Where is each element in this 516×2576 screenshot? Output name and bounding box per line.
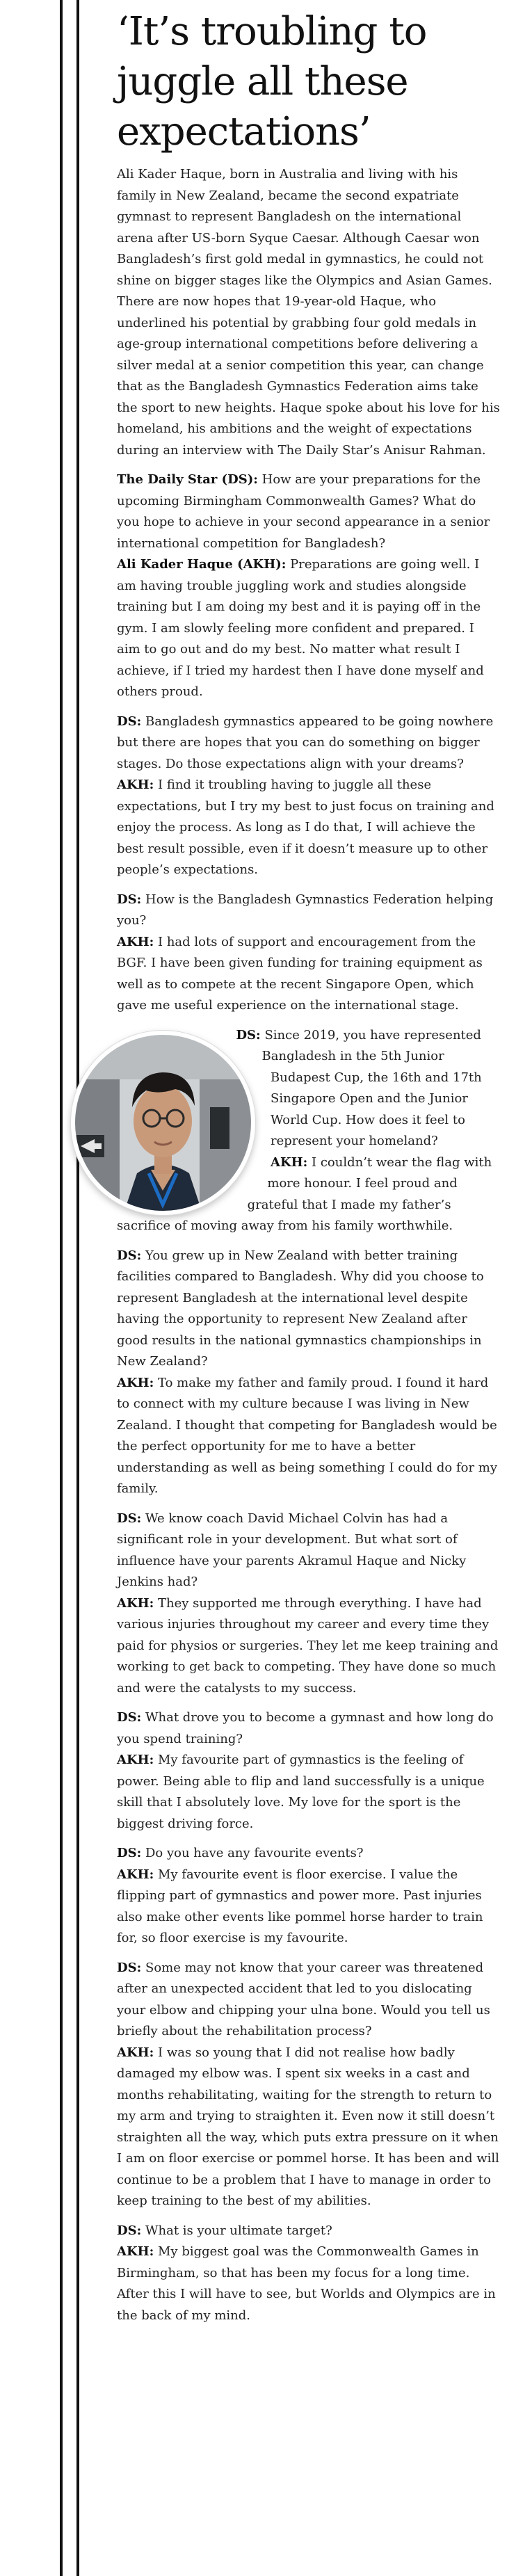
answer-label: AKH: <box>117 1867 154 1882</box>
answer-text: To make my father and family proud. I found it hard to connect with my culture because I was living in New Zealand. I thought that competing for Bangladesh would be the perfect opportunity for me to have a better understanding as well as being something I could do for my family. <box>117 1375 498 1496</box>
column-rule-right <box>76 0 79 2576</box>
question-label: DS: <box>117 1248 142 1263</box>
qa-block <box>117 1246 501 1500</box>
answer-label: AKH: <box>271 1154 308 1170</box>
headline: ‘It’s troubling to juggle all these expectations’ <box>117 9 427 154</box>
question-label: DS: <box>117 1511 142 1526</box>
qa-block <box>117 889 501 1017</box>
qa-block <box>117 1707 501 1835</box>
answer-label: AKH: <box>117 1595 154 1611</box>
intro-paragraph: Ali Kader Haque, born in Australia and living with his family in New Zealand, became the second expatriate gymnast to represent Bangladesh on the international arena after US-born Syque Caesar. Although Caesar won Bangladesh’s first gold medal in gymnastics, he could not shine on bigger stages like the Olympics and Asian Games. There are now hopes that 19-year-old Haque, who underlined his potential by grabbing four gold medals in age-group international competitions before delivering a silver medal at a senior competition this year, can change that as the Bangladesh Gymnastics Federation aims take the sport to new heights. Haque spoke about his love for his homeland, his ambitions and the weight of expectations during an interview with The Daily Star’s Anisur Rahman. <box>117 167 500 458</box>
qa-block <box>117 1508 501 1700</box>
question-label: DS: <box>117 2223 142 2238</box>
answer-text: My biggest goal was the Commonwealth Games in Birmingham, so that has been my focus for a long time. After this I will have to see, but Worlds and Olympics are in the back of my mind. <box>117 2244 496 2323</box>
qa-block <box>117 1843 501 1949</box>
question-text: What drove you to become a gymnast and how long do you spend training? <box>117 1710 494 1746</box>
athlete-portrait-illustration <box>71 1031 255 1215</box>
question-label: DS: <box>117 1846 142 1860</box>
question-text: What is your ultimate target? <box>145 2223 332 2238</box>
athlete-photo-frame <box>71 1031 255 1215</box>
answer-text: I was so young that I did not realise how badly damaged my elbow was. I spent six weeks in a cast and months rehabilitating, waiting for the strength to return to my arm and trying to straighten it. Even now it still doesn’t straighten all the way, which puts extra pressure on it when I am on floor exercise or pommel horse. It has been and will continue to be a problem that I have to manage in order to keep training to the best of my abilities. <box>117 2045 499 2208</box>
answer-text: I find it troubling having to juggle all these expectations, but I try my best to just focus on training and enjoy the process. As long as I do that, I will achieve the best result possible, even if it doesn’t measure up to other people’s expectations. <box>117 778 494 877</box>
athlete-photo <box>71 1031 255 1215</box>
question-label: DS: <box>236 1027 261 1043</box>
qa-block <box>117 469 501 703</box>
question-text: Do you have any favourite events? <box>145 1846 364 1860</box>
qa-block <box>117 1958 501 2212</box>
question-label: DS: <box>117 892 142 907</box>
answer-label: AKH: <box>117 2244 154 2259</box>
answer-label: AKH: <box>117 934 154 949</box>
photo-qa-section <box>117 1025 501 1246</box>
answer-label: Ali Kader Haque (AKH): <box>117 557 287 572</box>
question-label: DS: <box>117 1960 142 1975</box>
question-label: The Daily Star (DS): <box>117 472 258 487</box>
qa-block <box>117 711 501 881</box>
answer-label: AKH: <box>117 1753 154 1767</box>
answer-text: My favourite part of gymnastics is the feeling of power. Being able to flip and land successfully is a unique skill that I absolutely love. My love for the sport is the biggest driving force. <box>117 1753 485 1831</box>
answer-text: They supported me through everything. I have had various injuries throughout my career and every time they paid for physios or surgeries. They let me keep training and working to get back to competing. They have done so much and were the catalysts to my success. <box>117 1595 499 1696</box>
answer-text: Preparations are going well. I am having trouble juggling work and studies alongside training but I am doing my best and it is paying off in the gym. I am slowly feeling more confident and prepared. I aim to go out and do my best. No matter what result I achieve, if I tried my hardest then I have done myself and others proud. <box>117 557 484 699</box>
interview-article <box>117 7 501 2335</box>
qa-block <box>117 2221 501 2327</box>
answer-label: AKH: <box>117 2045 154 2060</box>
question-text: Bangladesh gymnastics appeared to be going nowhere but there are hopes that you can do something on bigger stages. Do those expectations align with your dreams? <box>117 714 494 771</box>
question-text: We know coach David Michael Colvin has had a significant role in your development. But what sort of influence have your parents Akramul Haque and Nicky Jenkins had? <box>117 1511 467 1589</box>
answer-text: I had lots of support and encouragement from the BGF. I have been given funding for training equipment as well as to compete at the recent Singapore Open, which gave me useful experience on the international stage. <box>117 934 483 1013</box>
question-text: Since 2019, you have represented Bangladesh in the 5th Junior Budapest Cup, the 16th and 17th Singapore Open and the Junior World Cup. How does it feel to represent your homeland? <box>261 1027 482 1148</box>
column-rule-left <box>60 0 63 2576</box>
question-label: DS: <box>117 714 142 729</box>
answer-text: My favourite event is floor exercise. I value the flipping part of gymnastics and power more. Past injuries also make other events like pommel horse harder to train for, so floor exercise is my favourite. <box>117 1867 483 1945</box>
answer-label: AKH: <box>117 1375 154 1390</box>
question-text: How is the Bangladesh Gymnastics Federation helping you? <box>117 892 494 928</box>
question-text: You grew up in New Zealand with better training facilities compared to Bangladesh. Why did you choose to represent Bangladesh at the international level despite having the opportunity to represent New Zealand after good results in the national gymnastics championships in New Zealand? <box>117 1248 484 1369</box>
question-text: Some may not know that your career was threatened after an unexpected accident that led to you dislocating your elbow and chipping your ulna bone. Would you tell us briefly about the rehabilitation process? <box>117 1960 490 2038</box>
answer-label: AKH: <box>117 778 154 792</box>
answer-text: I couldn’t wear the flag with more honour. I feel proud and grateful that I made my father’s sacrifice of moving away from his family worthwhile. <box>117 1154 492 1233</box>
question-text: How are your preparations for the upcoming Birmingham Commonwealth Games? What do you hope to achieve in your second appearance in a senior international competition for Bangladesh? <box>117 472 490 551</box>
question-label: DS: <box>117 1710 142 1725</box>
